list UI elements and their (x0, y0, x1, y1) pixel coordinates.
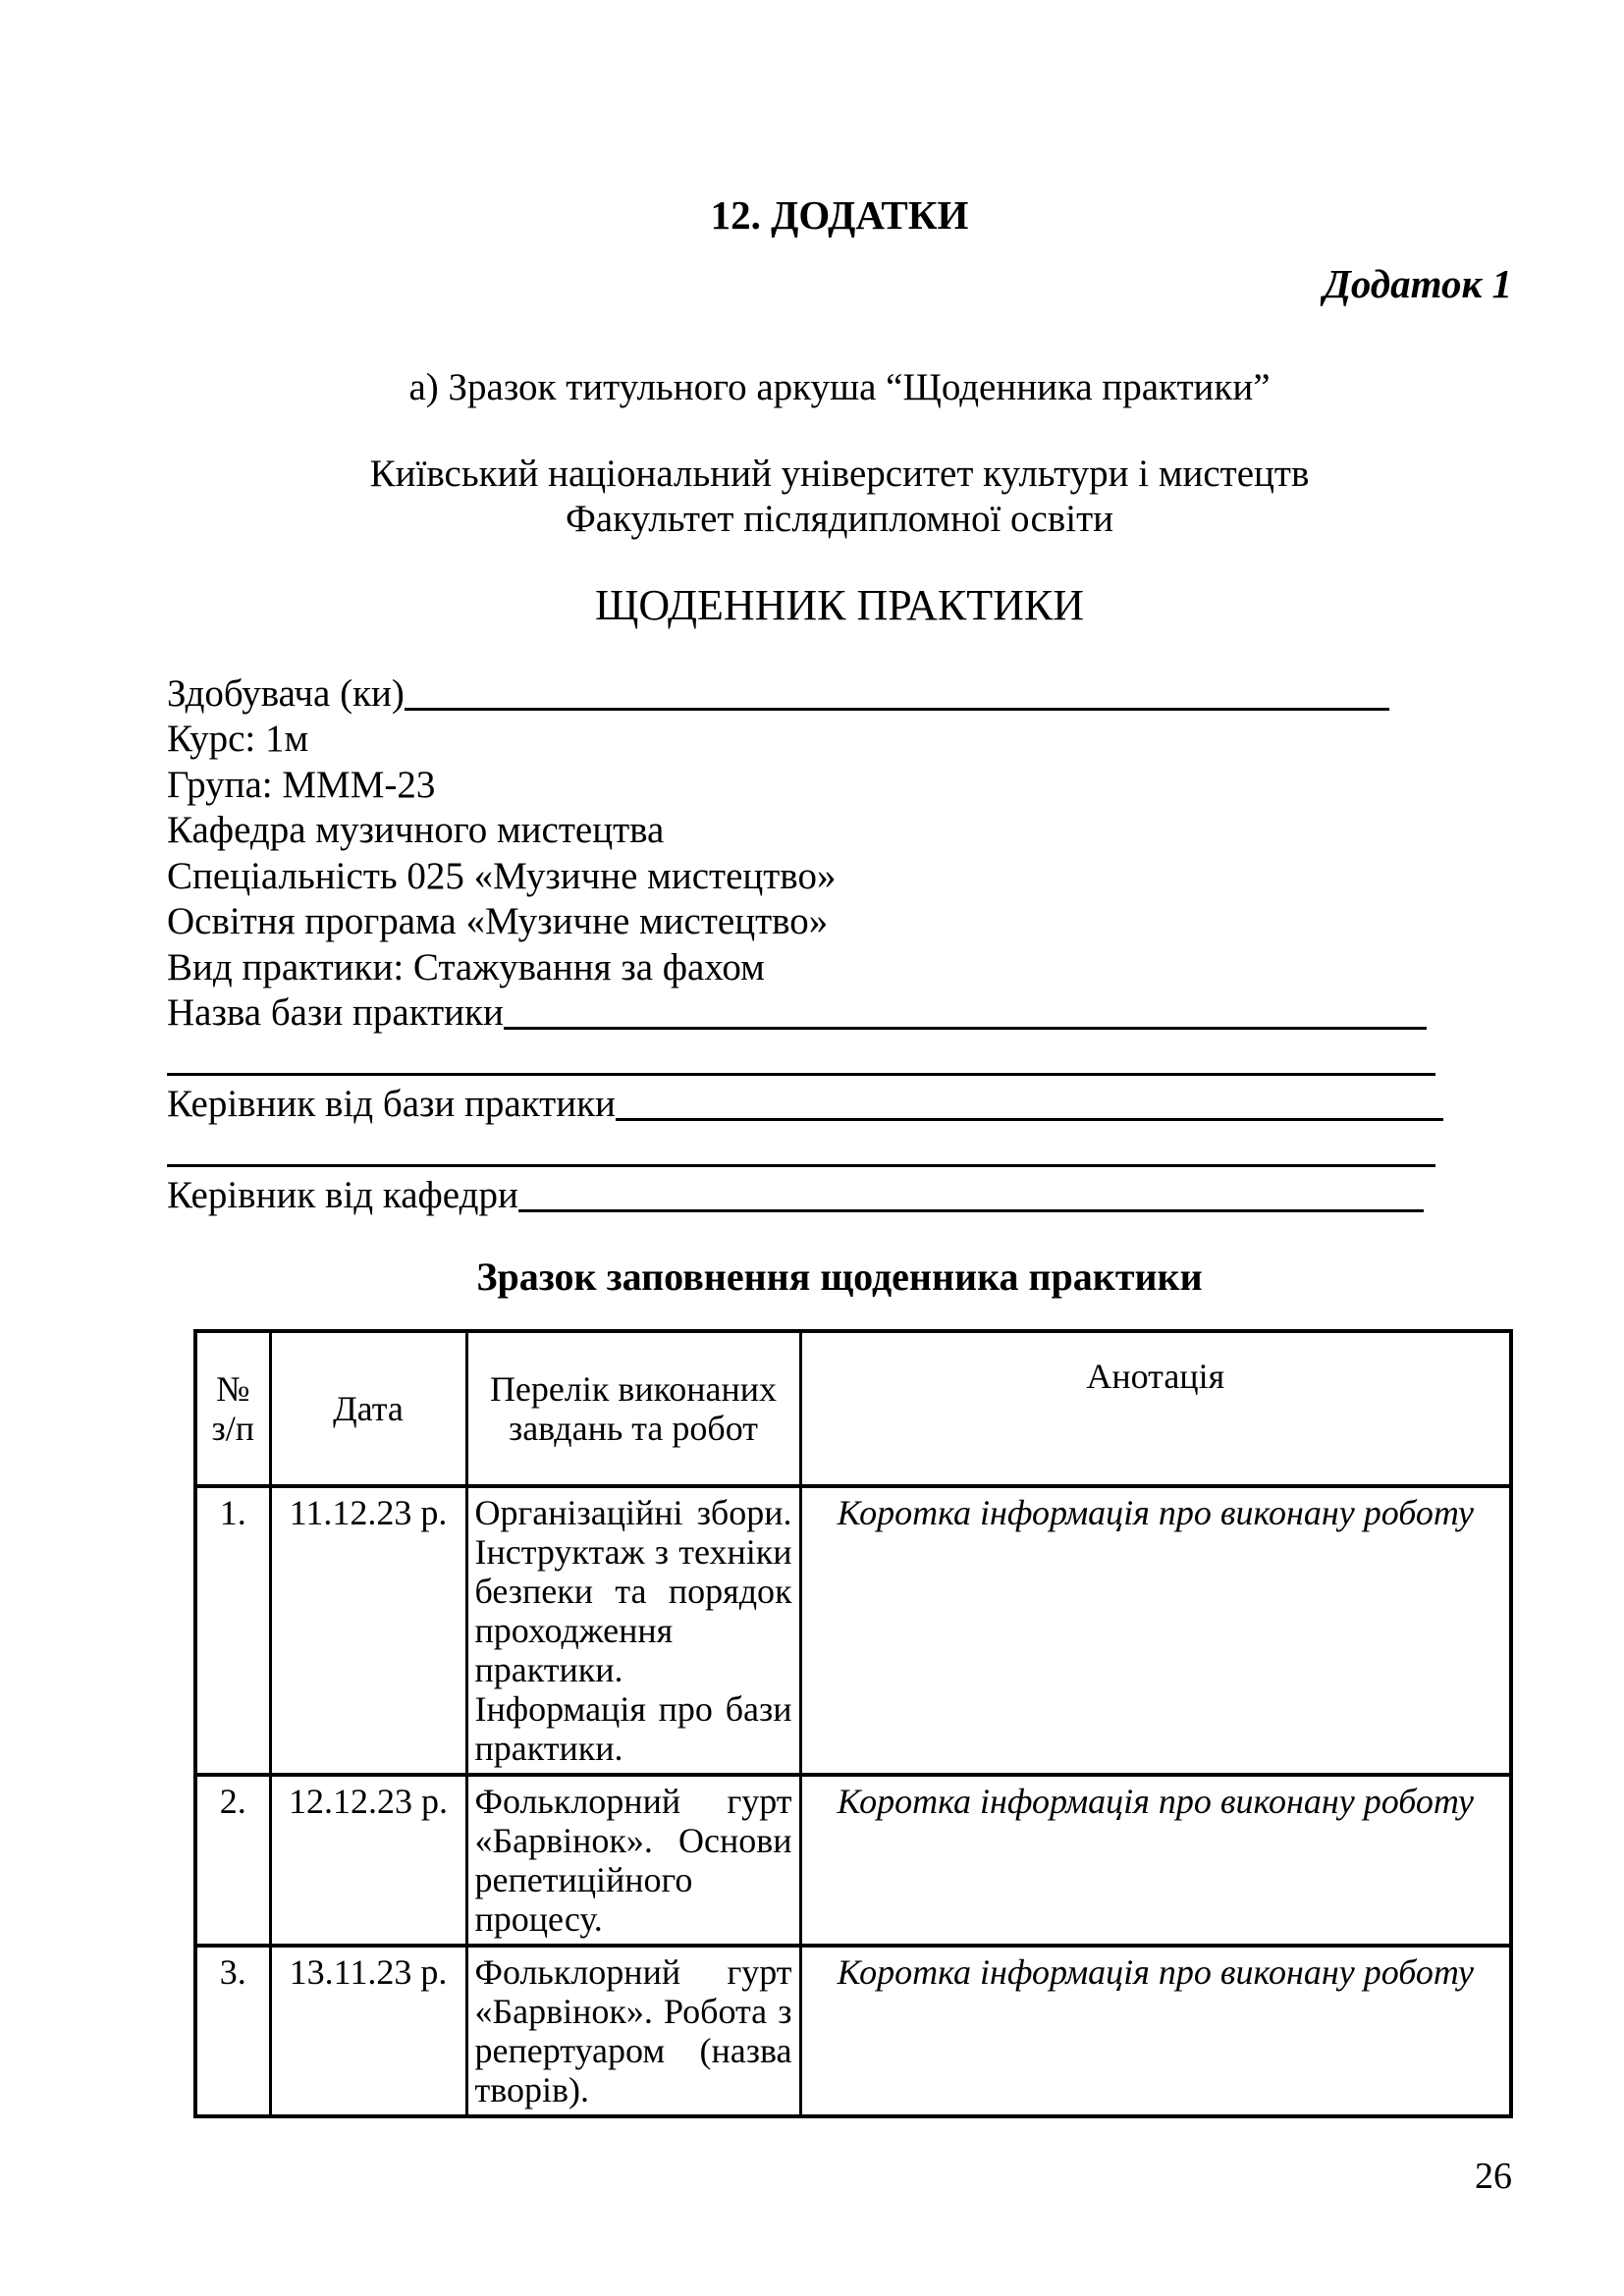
department-text: Кафедра музичного мистецтва (167, 809, 665, 851)
cell-annotation: Коротка інформація про виконану роботу (800, 1775, 1511, 1946)
course-line (167, 716, 1512, 762)
cell-date: 13.11.23 р. (270, 1946, 466, 2116)
col-header-annotation: Анотація (800, 1331, 1511, 1486)
blank-line (167, 1073, 1435, 1076)
base-supervisor-blank-line (616, 1118, 1443, 1121)
department-supervisor-label: Керівник від кафедри (167, 1174, 518, 1216)
practice-base-line (167, 989, 1512, 1036)
university-name: Київський національний університет культури і мистецтв (369, 453, 1310, 495)
practice-diary-sample-table (193, 1329, 1513, 2118)
applicant-label: Здобувача (ки) (167, 671, 405, 715)
col-header-tasks: Перелік виконаних завдань та робот (466, 1331, 800, 1486)
sample-section-heading: Зразок заповнення щоденника практики (476, 1255, 1203, 1299)
col-header-date: Дата (270, 1331, 466, 1486)
blank-line (167, 1164, 1435, 1167)
col-header-num: № з/п (195, 1331, 270, 1486)
blank-rule-row-2 (167, 1126, 1512, 1172)
base-supervisor-label: Керівник від бази практики (167, 1083, 616, 1125)
cell-num: 1. (195, 1486, 270, 1775)
page-content (167, 0, 1512, 2118)
practice-base-blank-line (504, 1027, 1427, 1030)
diary-title: ЩОДЕННИК ПРАКТИКИ (594, 581, 1085, 629)
practice-base-label: Назва бази практики (167, 991, 504, 1034)
section-title: 12. ДОДАТКИ (710, 192, 969, 238)
applicant-line (167, 669, 1512, 716)
table-header-row (195, 1331, 1511, 1486)
table-row (195, 1486, 1511, 1775)
table-row (195, 1946, 1511, 2116)
specialty-text: Спеціальність 025 «Музичне мистецтво» (167, 854, 837, 897)
group-text: Група: МММ-23 (167, 763, 436, 806)
specialty-line (167, 852, 1512, 898)
applicant-blank-line (405, 708, 1389, 711)
cell-annotation: Коротка інформація про виконану роботу (800, 1486, 1511, 1775)
faculty-name: Факультет післядипломної освіти (565, 498, 1114, 540)
program-line (167, 898, 1512, 944)
practice-type-line (167, 943, 1512, 989)
cell-tasks: Фольклорний гурт «Барвінок». Робота з репертуаром (назва творів). (466, 1946, 800, 2116)
cell-num: 2. (195, 1775, 270, 1946)
cell-annotation: Коротка інформація про виконану роботу (800, 1946, 1511, 2116)
base-supervisor-line (167, 1081, 1512, 1127)
cell-date: 12.12.23 р. (270, 1775, 466, 1946)
cell-tasks: Організаційні збори. Інструктаж з техніки безпеки та порядок проходження практики. Інформація про бази практики. (466, 1486, 800, 1775)
group-line (167, 761, 1512, 807)
department-supervisor-blank-line (518, 1209, 1424, 1212)
practice-type-text: Вид практики: Стажування за фахом (167, 945, 765, 988)
table-row (195, 1775, 1511, 1946)
appendix-label: Додаток 1 (1323, 261, 1512, 306)
cell-num: 3. (195, 1946, 270, 2116)
department-supervisor-line (167, 1172, 1512, 1218)
title-page-form (167, 669, 1512, 1217)
cell-date: 11.12.23 р. (270, 1486, 466, 1775)
sample-title-caption: а) Зразок титульного аркуша “Щоденника практики” (408, 366, 1271, 408)
course-text: Курс: 1м (167, 718, 309, 760)
page-number: 26 (1475, 2156, 1512, 2197)
program-text: Освітня програма «Музичне мистецтво» (167, 900, 829, 942)
cell-tasks: Фольклорний гурт «Барвінок». Основи репетиційного процесу. (466, 1775, 800, 1946)
department-line (167, 807, 1512, 853)
blank-rule-row-1 (167, 1035, 1512, 1081)
